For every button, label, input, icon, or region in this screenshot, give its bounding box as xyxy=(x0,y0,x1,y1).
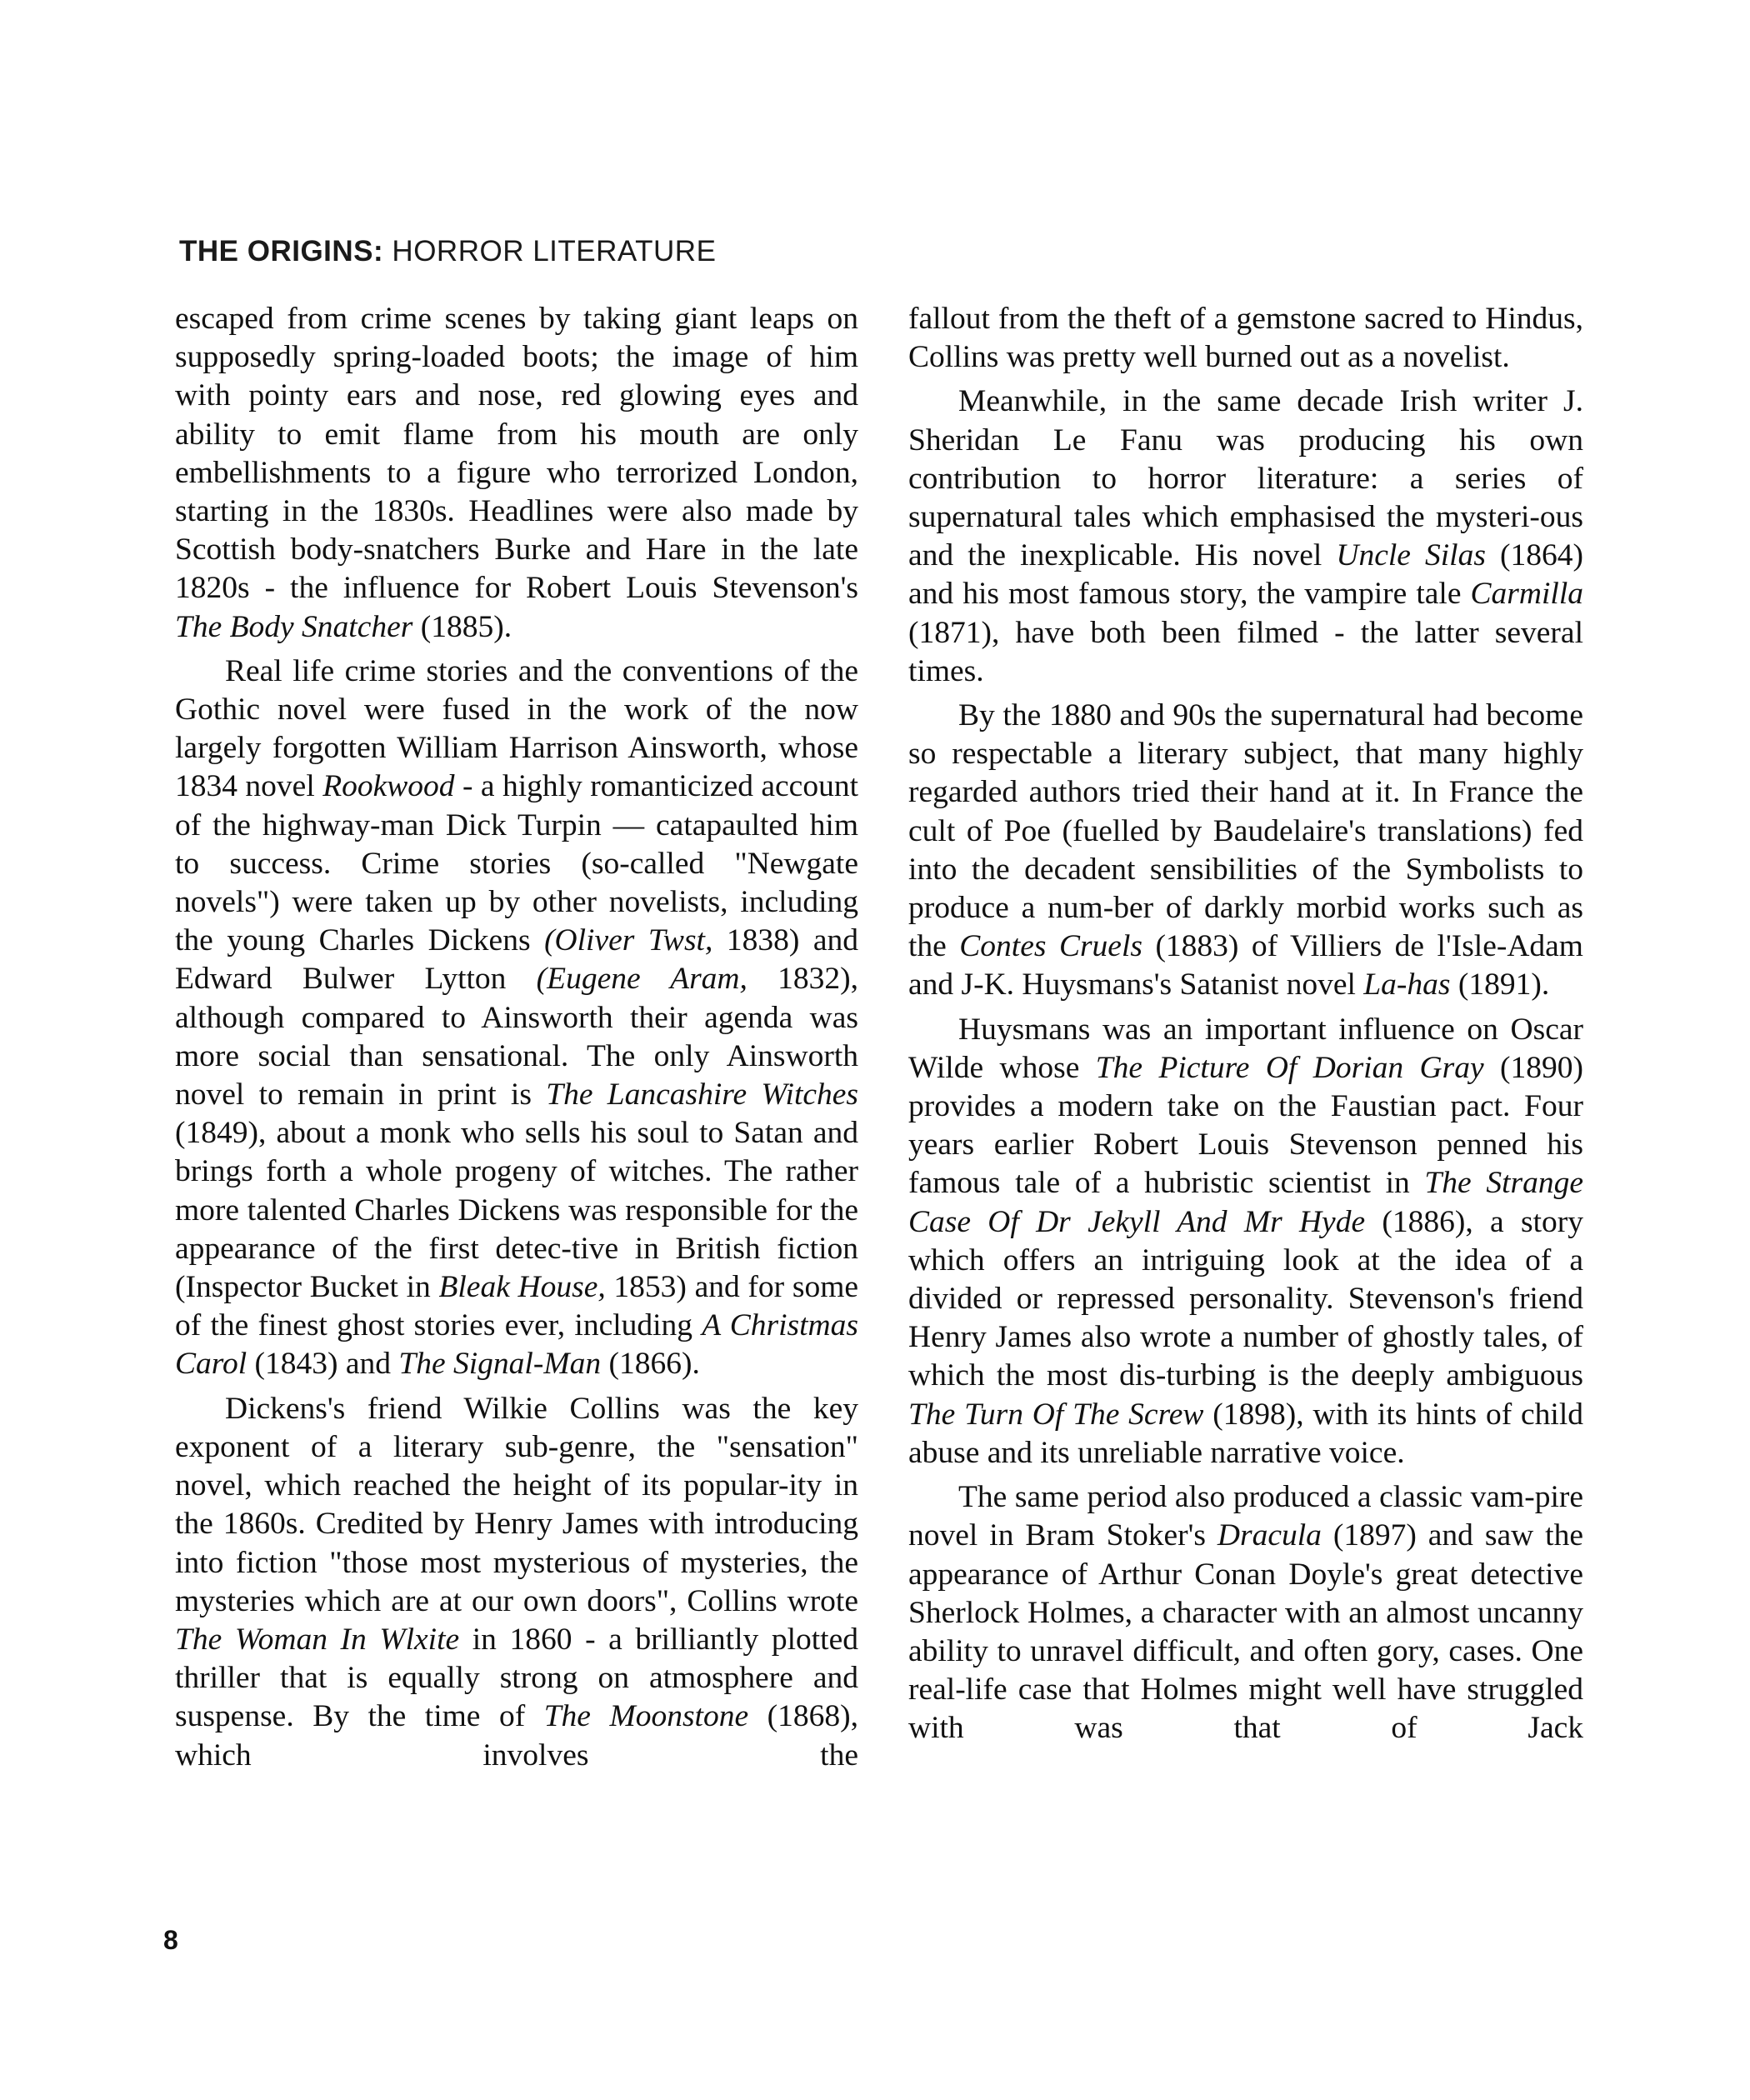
left-column xyxy=(175,300,858,1781)
paragraph: By the 1880 and 90s the supernatural had become so respectable a literary subject, that many highly regarded authors tried their hand at it. In France the cult of Poe (fuelled by Baudelaire's translations) fed into the decadent sensibilities of the Symbolists to produce a num-ber of darkly morbid works such as the Contes Cruels (1883) of Villiers de l'Isle-Adam and J-K. Huysmans's Satanist novel La-has (1891). xyxy=(908,698,1583,1002)
header-section: THE ORIGINS: xyxy=(179,235,384,268)
book-title: Contes Cruels xyxy=(959,929,1142,964)
book-title: The Picture Of Dorian Gray xyxy=(1095,1050,1484,1085)
book-title: (Eugene Aram, xyxy=(536,962,748,997)
book-title: Dracula xyxy=(1217,1518,1322,1553)
book-title: The Woman In Wlxite xyxy=(175,1622,460,1657)
book-title: The Body Snatcher xyxy=(175,609,413,644)
paragraph: Huysmans was an important influence on Oscar Wilde whose The Picture Of Dorian Gray (1890) provides a modern take on the Faustian pact. Four years earlier Robert Louis Stevenson penned his famous tale of a hubristic scientist in The Strange Case Of Dr Jekyll And Mr Hyde (1886), a story which offers an intriguing look at the idea of a divided or repressed personality. Stevenson's friend Henry James also wrote a number of ghostly tales, of which the most dis-turbing is the deeply ambiguous The Turn Of The Screw (1898), with its hints of child abuse and its unreliable narrative voice. xyxy=(908,1012,1583,1470)
page-number: 8 xyxy=(163,1925,178,1955)
book-title: The Moonstone xyxy=(543,1699,749,1734)
book-title: A Christmas Carol xyxy=(175,1308,858,1382)
book-title: Uncle Silas xyxy=(1336,538,1486,573)
paragraph: The same period also produced a classic vam-pire novel in Bram Stoker's Dracula (1897) and saw the appearance of Arthur Conan Doyle's great detective Sherlock Holmes, a character with an almost uncanny ability to unravel difficult, and often gory, cases. One real-life case that Holmes might well have struggled with was that of Jack xyxy=(908,1480,1583,1746)
book-title: The Lancashire Witches xyxy=(546,1078,859,1112)
paragraph: fallout from the theft of a gemstone sacred to Hindus, Collins was pretty well burned out as a novelist. xyxy=(908,302,1583,375)
book-title: Carmilla xyxy=(1470,577,1583,612)
running-header xyxy=(179,233,716,270)
book-title: The Turn Of The Screw xyxy=(908,1397,1204,1432)
book-title: (Oliver Twst, xyxy=(544,923,713,958)
book-title: Rookwood xyxy=(322,769,455,804)
paragraph: escaped from crime scenes by taking giant leaps on supposedly spring-loaded boots; the image of him with pointy ears and nose, red glowing eyes and ability to emit flame from his mouth are only embellishments to a figure who terrorized London, starting in the 1830s. Headlines were also made by Scottish body-snatchers Burke and Hare in the late 1820s - the influence for Robert Louis Stevenson's The Body Snatcher (1885). xyxy=(175,302,858,644)
paragraph: Real life crime stories and the conventions of the Gothic novel were fused in the work of the now largely forgotten William Harrison Ainsworth, whose 1834 novel Rookwood - a highly romanticized account of the highway-man Dick Turpin — catapaulted him to success. Crime stories (so-called "Newgate novels") were taken up by other novelists, including the young Charles Dickens (Oliver Twst, 1838) and Edward Bulwer Lytton (Eugene Aram, 1832), although compared to Ainsworth their agenda was more social than sensational. The only Ainsworth novel to remain in print is The Lancashire Witches (1849), about a monk who sells his soul to Satan and brings forth a whole progeny of witches. The rather more talented Charles Dickens was responsible for the appearance of the first detec-tive in British fiction (Inspector Bucket in Bleak House, 1853) and for some of the finest ghost stories ever, including A Christmas Carol (1843) and The Signal-Man (1866). xyxy=(175,653,859,1382)
book-title: La-has xyxy=(1363,968,1451,1002)
book-title: Bleak House, xyxy=(438,1270,606,1305)
paragraph: Meanwhile, in the same decade Irish writer J. Sheridan Le Fanu was producing his own contribution to horror literature: a series of supernatural tales which emphasised the mysteri-ous and the inexplicable. His novel Uncle Silas (1864) and his most famous story, the vampire tale Carmilla (1871), have both been filmed - the latter several times. xyxy=(908,384,1583,688)
right-column xyxy=(908,300,1583,1754)
paragraph: Dickens's friend Wilkie Collins was the key exponent of a literary sub-genre, the "sensation" novel, which reached the height of its popular-ity in the 1860s. Credited by Henry James with introducing into fiction "those most mysterious of mysteries, the mysteries which are at our own doors", Collins wrote The Woman In Wlxite in 1860 - a brilliantly plotted thriller that is equally strong on atmosphere and suspense. By the time of The Moonstone (1868), which involves the xyxy=(175,1391,858,1772)
book-title: The Strange Case Of Dr Jekyll And Mr Hyde xyxy=(908,1166,1583,1239)
book-title: The Signal-Man xyxy=(398,1347,602,1382)
header-title: HORROR LITERATURE xyxy=(392,235,717,268)
